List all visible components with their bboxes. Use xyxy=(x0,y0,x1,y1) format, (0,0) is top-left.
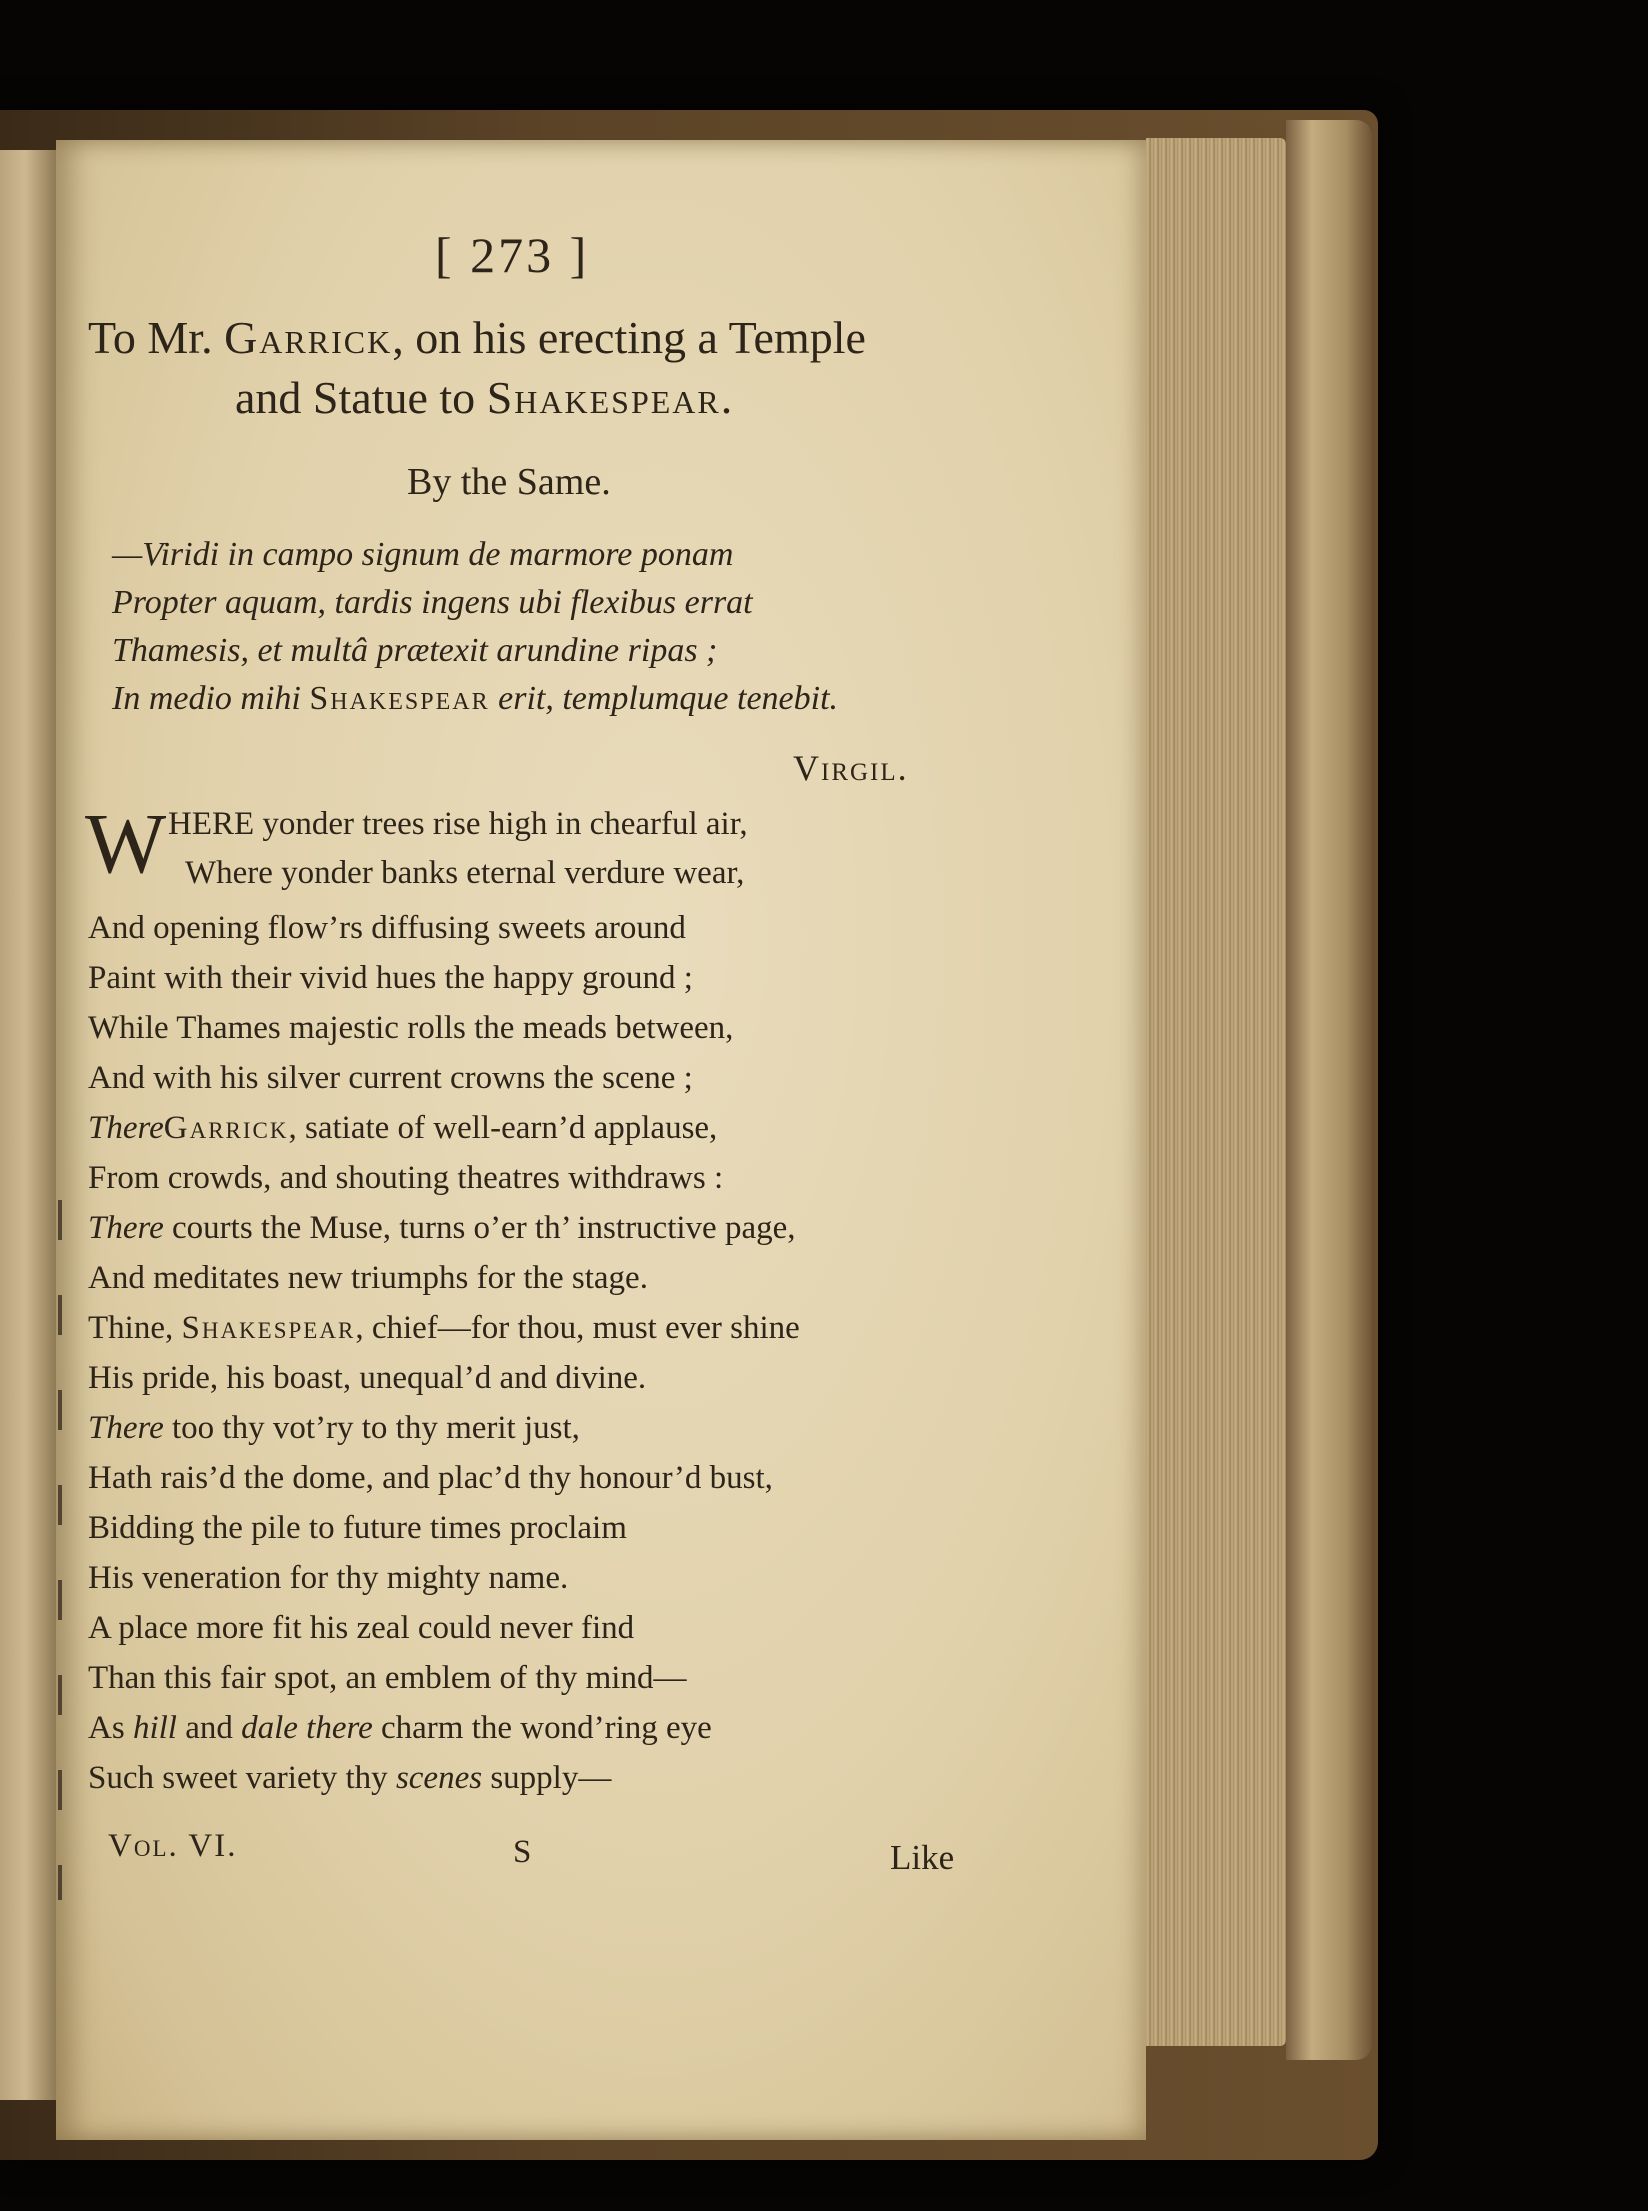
page-fore-edge xyxy=(1146,138,1286,2046)
poem-line-2: Where yonder banks eternal verdure wear, xyxy=(185,855,745,891)
poem-line-11: Thine, Shakespear, chief—for thou, must ever shine xyxy=(88,1310,800,1346)
title-line-2: and Statue to Shakespear. xyxy=(235,372,733,423)
poem-line-13: There too thy vot’ry to thy merit just, xyxy=(88,1410,580,1446)
poem-line-5: While Thames majestic rolls the meads between, xyxy=(88,1010,734,1046)
catchword: Like xyxy=(890,1838,955,1877)
title-line-1: To Mr. Garrick, on his erecting a Temple xyxy=(88,312,866,363)
poem-line-10: And meditates new triumphs for the stage. xyxy=(88,1260,648,1296)
epigraph-line-2: Propter aquam, tardis ingens ubi flexibus errat xyxy=(112,584,753,621)
page-number: [ 273 ] xyxy=(435,227,590,283)
poem-line-7: ThereGarrick, satiate of well-earn’d applause, xyxy=(88,1110,718,1146)
drop-cap: W xyxy=(85,795,167,891)
poem-line-9: There courts the Muse, turns o’er th’ instructive page, xyxy=(88,1210,796,1246)
gutter-marks xyxy=(58,1200,62,1900)
epigraph-line-4: In medio mihi Shakespear erit, templumque tenebit. xyxy=(112,680,839,717)
poem-line-6: And with his silver current crowns the scene ; xyxy=(88,1060,693,1096)
title-name-garrick: Garrick xyxy=(224,312,393,363)
poem-line-1: HERE yonder trees rise high in chearful air, xyxy=(168,806,748,842)
poem-line-8: From crowds, and shouting theatres withdraws : xyxy=(88,1160,724,1196)
volume-label: Vol. VI. xyxy=(108,1828,238,1864)
poem-line-15: Bidding the pile to future times proclaim xyxy=(88,1510,627,1546)
byline: By the Same. xyxy=(407,461,611,503)
poem-line-12: His pride, his boast, unequal’d and divine. xyxy=(88,1360,647,1396)
poem-line-17: A place more fit his zeal could never find xyxy=(88,1610,635,1646)
poem-line-16: His veneration for thy mighty name. xyxy=(88,1560,569,1596)
cover-board-edge xyxy=(1286,120,1372,2060)
poem-line-18: Than this fair spot, an emblem of thy mind— xyxy=(88,1660,687,1696)
left-page-edge xyxy=(0,150,56,2100)
poem-line-4: Paint with their vivid hues the happy ground ; xyxy=(88,960,693,996)
title-name-shakespear: Shakespear xyxy=(486,372,721,423)
poem-line-14: Hath rais’d the dome, and plac’d thy honour’d bust, xyxy=(88,1460,773,1496)
signature-mark: S xyxy=(513,1834,532,1870)
epigraph-author: Virgil. xyxy=(793,748,909,788)
poem-line-3: And opening flow’rs diffusing sweets around xyxy=(88,910,686,946)
epigraph-line-3: Thamesis, et multâ prætexit arundine ripas ; xyxy=(112,632,718,669)
epigraph-line-1: —Viridi in campo signum de marmore ponam xyxy=(112,536,734,573)
poem-line-20: Such sweet variety thy scenes supply— xyxy=(88,1760,612,1796)
epigraph-name-shakespear: Shakespear xyxy=(309,680,490,717)
poem-line-19: As hill and dale there charm the wond’ring eye xyxy=(88,1710,712,1746)
